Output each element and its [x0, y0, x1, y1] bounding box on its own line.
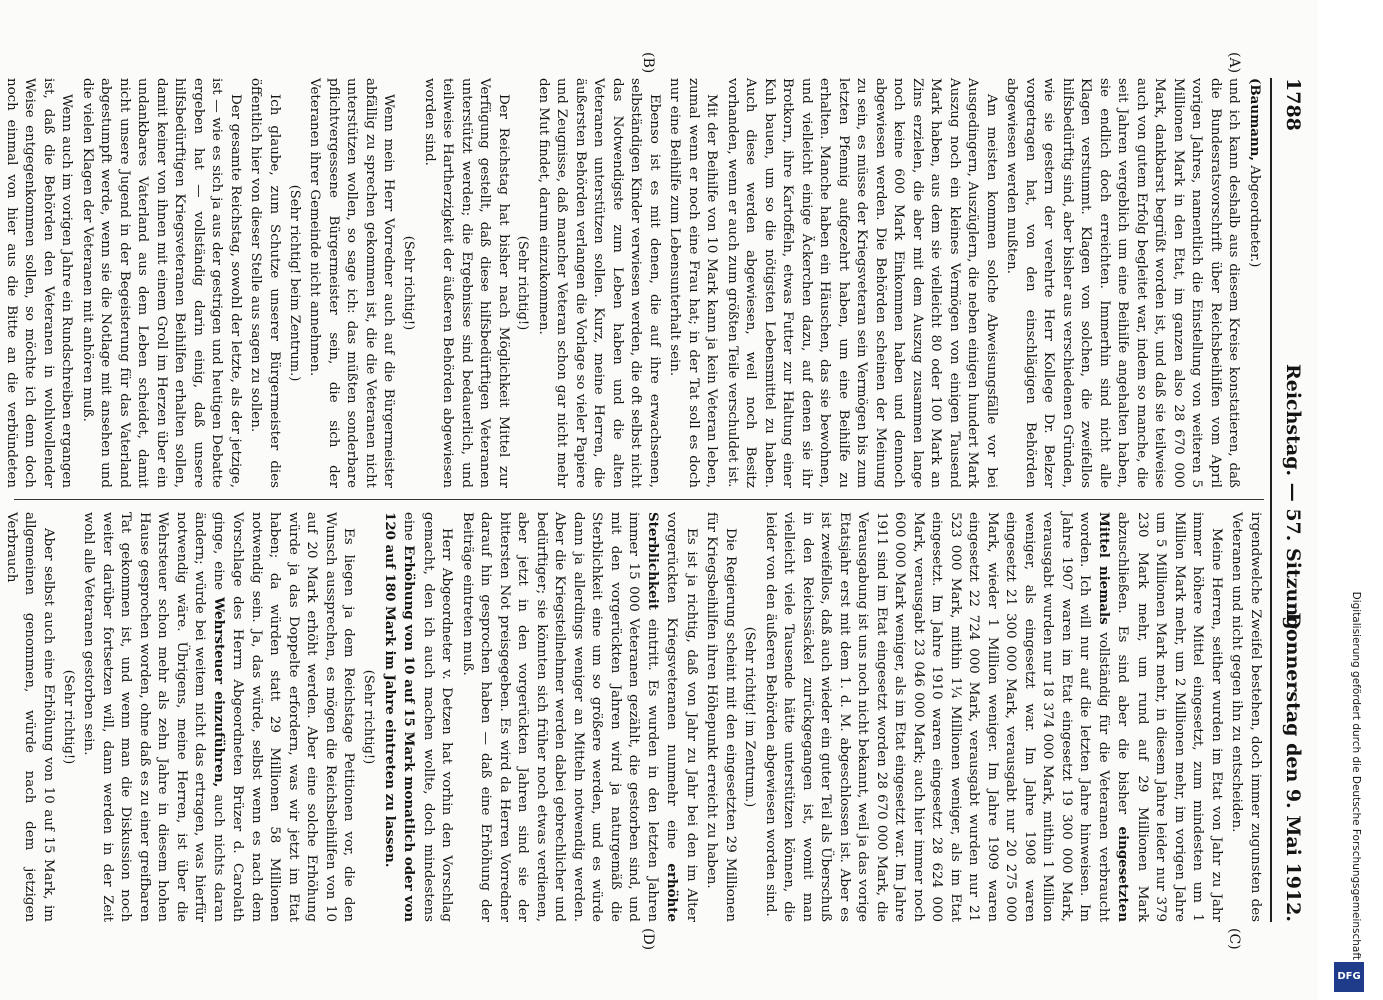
speaker-line	[1245, 78, 1265, 488]
paragraph: Am meisten kommen solche Abweisungsfälle vor bei Ausgedingern, Auszüglern, die neben einigen hundert Mark Auszug noch ein kleines Vermögen von einigen Tausend Mark haben, aus dem sie vielleicht 80 oder 100 Mark an Zins erzielen, die aber mit dem Auszug zusammen lange noch keine 600 Mark Einkommen haben und dennoch abgewiesen werden. Die Behörden scheinen der Meinung zu sein, es müsse der Kriegsveteran sein Vermögen bis zum letzten Pfennig aufgezehrt haben, um eine Beihilfe zu erhalten. Manche haben ein Häuschen, das sie bewohnen, und vielleicht einige Äckerchen dazu, auf denen sie ihr Brotkorn, ihre Kartoffeln, etwas Futter zur Haltung einer Kuh bauen, um so die nötigsten Lebensmittel zu haben. Auch diese werden abgewiesen, weil noch Besitz vorhanden, wenn er auch zum größten Teile verschuldet ist.	[725, 78, 999, 488]
paragraph: Wenn auch im vorigen Jahre ein Rundschreiben ergangen ist, daß die Behörden den Veteranen in wohlwollender Weise entgegenkommen sollen, so möchte ich denn doch noch einmal von hier aus die Bitte an die verbündeten	[3, 78, 75, 488]
paragraph: irgendwelche Zweifel bestehen, doch immer zugunsten des Veteranen und nicht gegen ihn zu entscheiden.	[1229, 512, 1263, 922]
paragraph	[379, 512, 455, 922]
paragraph: Wenn mein Herr Vorredner auch auf die Bürgermeister abfällig zu sprechen gekommen ist, die die Veteranen nicht unterstützen wollen, so sage ich: das müßten sonderbare pflichtvergessene Bürgermeister sein, die sich der Veteranen ihrer Gemeinde nicht annehmen.	[307, 78, 397, 488]
header-rule	[1270, 78, 1272, 922]
left-column	[3, 78, 1264, 488]
dfg-logo: DFG	[1334, 962, 1364, 992]
paragraph	[79, 512, 358, 922]
interjection: (Sehr richtig!)	[401, 235, 417, 331]
text-run: Herr Abgeordneter v. Detzen hat vorhin den Vorschlag gemacht, den ich auch machen wollte, doch mindestens eine	[401, 512, 455, 922]
paragraph	[761, 512, 1226, 922]
paragraph	[457, 512, 700, 922]
emphasis: eingesetzten Mittel niemals	[1096, 512, 1132, 922]
column-divider	[14, 499, 1264, 500]
interjection: (Sehr richtig!)	[515, 235, 531, 331]
text-run: vollständig für die Veteranen verbraucht worden. Ich will nur auf die letzten Jahre hinweisen. Im Jahre 1907 waren im Etat eingesetzt 19 300 000 Mark, verausgabt wurden nur 18 374 000 Mark, mithin 1 Million weniger, als eingesetzt war. Im Jahre 1908 waren eingesetzt 21 300 000 Mark, verausgabt nur 20 275 000 Mark, wieder 1 Million weniger. Im Jahre 1909 waren eingesetzt 22 724 000 Mark, verausgabt wurden nur 21 523 000 Mark, mithin 1¼ Millionen weniger, als im Etat eingesetzt. Im Jahre 1910 waren eingesetzt 28 624 000 Mark, verausgabt 23 046 000 Mark; auch hier immer noch 600 000 Mark weniger, als im Etat eingesetzt war. Im Jahre 1911 sind im Etat eingesetzt worden 28 670 000 Mark, die Verausgabung ist uns noch nicht bekannt, weil ja das vorige Etatsjahr erst mit dem 1. d. M. abgeschlossen ist. Aber es ist zweifellos, daß auch wieder ein guter Teil als Überschuß in den Reichssäckel zurückgegangen ist, womit man vielleicht viele Tausende hätte unterstützen können, die leider von den äußeren Behörden abgewiesen worden sind.	[763, 512, 1111, 922]
text-run: auch nichts daran ändern; würde bei weitem nicht das ertragen, was hierfür notwendig wäre. Übrigens, meine Herren, ist über die Wehrsteuer schon mehr als zehn Jahre in diesem hohen Hause gesprochen worden, ohne daß es zu einer greifbaren Tat gekommen ist, und wenn man die Diskussion noch weiter darüber fortsetzen will, dann werden in der Zeit wohl alle Veteranen gestorben sein.	[81, 512, 226, 923]
text-run: Es ist ja richtig, daß von Jahr zu Jahr bei den im Alter vorgerückten Kriegsveteranen nunmehr eine	[664, 512, 699, 922]
text-run: Meine Herren, seither wurden im Etat von Jahr zu Jahr immer höhere Mittel eingesetzt, zum mindesten um 1 Million Mark mehr, um 2 Millionen mehr, im vorigen Jahre um 5 Millionen Mark mehr, in diesem Jahre leider nur 379 230 Mark mehr, um rund auf 29 Millionen Mark abzuschließen. Es sind aber die bisher	[1115, 512, 1224, 922]
interjection: (Sehr richtig!)	[361, 669, 377, 765]
emphasis: Erhöhung von 10 auf 15 Mark monatlich oder von 120 auf 180 Mark im Jahre eintreten zu lassen.	[381, 512, 418, 923]
speaker-role: Abgeordneter.)	[1247, 165, 1262, 268]
emphasis: erhöhte Sterblichkeit	[644, 512, 681, 922]
margin-marker-d: (D)	[640, 928, 656, 951]
margin-marker-a: (A)	[1226, 52, 1242, 74]
paragraph: Ich glaube, zum Schutze unserer Bürgermeister dies öffentlich hier von dieser Stelle aus sagen zu sollen.	[248, 78, 282, 488]
paragraph: Aber selbst auch eine Erhöhung von 10 auf 15 Mark, im allgemeinen genommen, würde nach dem jetzigen Verbrauch	[3, 512, 56, 922]
text-run: eintritt. Es wurden in den letzten Jahren immer 15 000 Veteranen gezählt, die gestorben sind, und mit den vorgerückten Jahren wird ja naturgemäß die Sterblichkeit eine um so größere werden, und es würde dann ja allerdings weniger an Mitteln notwendig werden. Aber die Kriegsteilnehmer werden dabei gebrechlicher und bedürftiger; sie könnten sich früher noch etwas verdienen, aber jetzt in den vorgerückten Jahren sind sie der bittersten Not preisgegeben. Es wird da Herren Vorredner darauf hin gesprochen haben — daß eine Erhöhung der Beiträge eintreten muß.	[459, 512, 660, 923]
digitization-credit: Digitalisierung gefördert durch die Deutsche Forschungsgemeinschaft	[1350, 591, 1362, 960]
margin-marker-c: (C)	[1226, 928, 1242, 950]
emphasis: Wehrsteuer einzuführen,	[210, 597, 227, 788]
paragraph: Der Reichstag hat bisher nach Möglichkeit Mittel zur Verfügung gestellt, daß diese hilfsbedürftigen Veteranen unterstützt werden; die Ergebnisse sind bedauerlich, und teilweise Hartherzigkeit der äußeren Behörden abgewiesen worden sind.	[421, 78, 511, 488]
right-column	[3, 512, 1264, 923]
paragraph: Mit der Beihilfe von 10 Mark kann ja kein Veteran leben, zumal wenn er noch eine Frau hat; in der Tat soll es doch nur eine Beihilfe zum Lebensunterhalt sein.	[667, 78, 720, 488]
paragraph: Die Regierung scheint mit den eingesetzten 29 Millionen für Kriegsbeihilfen ihren Höhepunkt erreicht zu haben.	[704, 512, 738, 922]
session-date: Donnerstag den 9. Mai 1912.	[1282, 612, 1304, 922]
margin-marker-b: (B)	[640, 52, 656, 74]
page-number: 1788	[1282, 78, 1304, 131]
paragraph: Der gesamte Reichstag, sowohl der letzte, als der jetzige, ist — wie es sich ja aus der gestrigen und heutigen Debatte ergeben hat — vollständig darin einig, daß unsere hilfsbedürftigen Kriegsveteranen Beihilfen erhalten sollen, damit keiner von ihnen mit einem Groll im Herzen über ein undankbares Vaterland aus dem Leben scheidet, damit nicht unsere Jugend in der Begeisterung für das Vaterland abgestumpft werde, wenn sie die Notlage mit ansehen und die vielen Klagen der Veteranen mit anhören muß.	[79, 78, 243, 488]
page-header	[1274, 78, 1304, 922]
speaker-name: (Baumann,	[1247, 78, 1263, 162]
paragraph: Ebenso ist es mit denen, die auf ihre erwachsenen, selbständigen Kinder verwiesen werden, die oft selbst nicht das Notwendigste zum Leben haben und die alten Veteranen unterstützen sollen. Kurz, meine Herren, die äußersten Behörden verlangen die Vorlage so vieler Papiere und Zeugnisse, daß mancher Veteran schon gar nicht mehr den Mut findet, darum einzukommen.	[536, 78, 662, 488]
page-title: Reichstag. — 57. Sitzung.	[1282, 363, 1304, 637]
interjection: (Sehr richtig! im Zentrum.)	[742, 626, 758, 808]
interjection: (Sehr richtig! beim Zentrum.)	[286, 184, 302, 382]
paragraph: und ich kann deshalb aus diesem Kreise konstatieren, daß die Bundesratsvorschrift über Reichsbeihilfen vom April vorigen Jahres, namentlich die Einstellung von weiteren 5 Millionen Mark in den Etat, im ganzen also 28 670 000 Mark, dankbarst begrüßt worden ist, und daß sie teilweise auch von gutem Erfolg begleitet war, indem so manche, die seit Jahren vergeblich um eine Beihilfe angehalten haben, sie endlich doch erreichten. Immerhin sind nicht alle Klagen verstummt. Klagen von solchen, die zweifellos hilfsbedürftig sind, aber bisher aus verschiedenen Gründen, wie sie gestern der verehrte Herr Kollege Dr. Belzer vorgetragen hat, von den einschlägigen Behörden abgewiesen werden mußten.	[1004, 78, 1242, 488]
interjection: (Sehr richtig!)	[60, 669, 76, 765]
text-run: Es liegen ja dem Reichstage Petitionen vor, die den Wunsch aussprechen, es mögen die Reichsbeihilfen von 10 auf 20 Mark erhöht werden. Aber eine solche Erhöhung würde ja das Doppelte erfordern, was wir jetzt im Etat haben; da würden statt 29 Millionen 58 Millionen notwendig sein. Ja, das würde, selbst wenn es nach dem Vorschlage des Herrn Abgeordneten Brüzer d. Carolath ginge, eine	[210, 512, 357, 922]
